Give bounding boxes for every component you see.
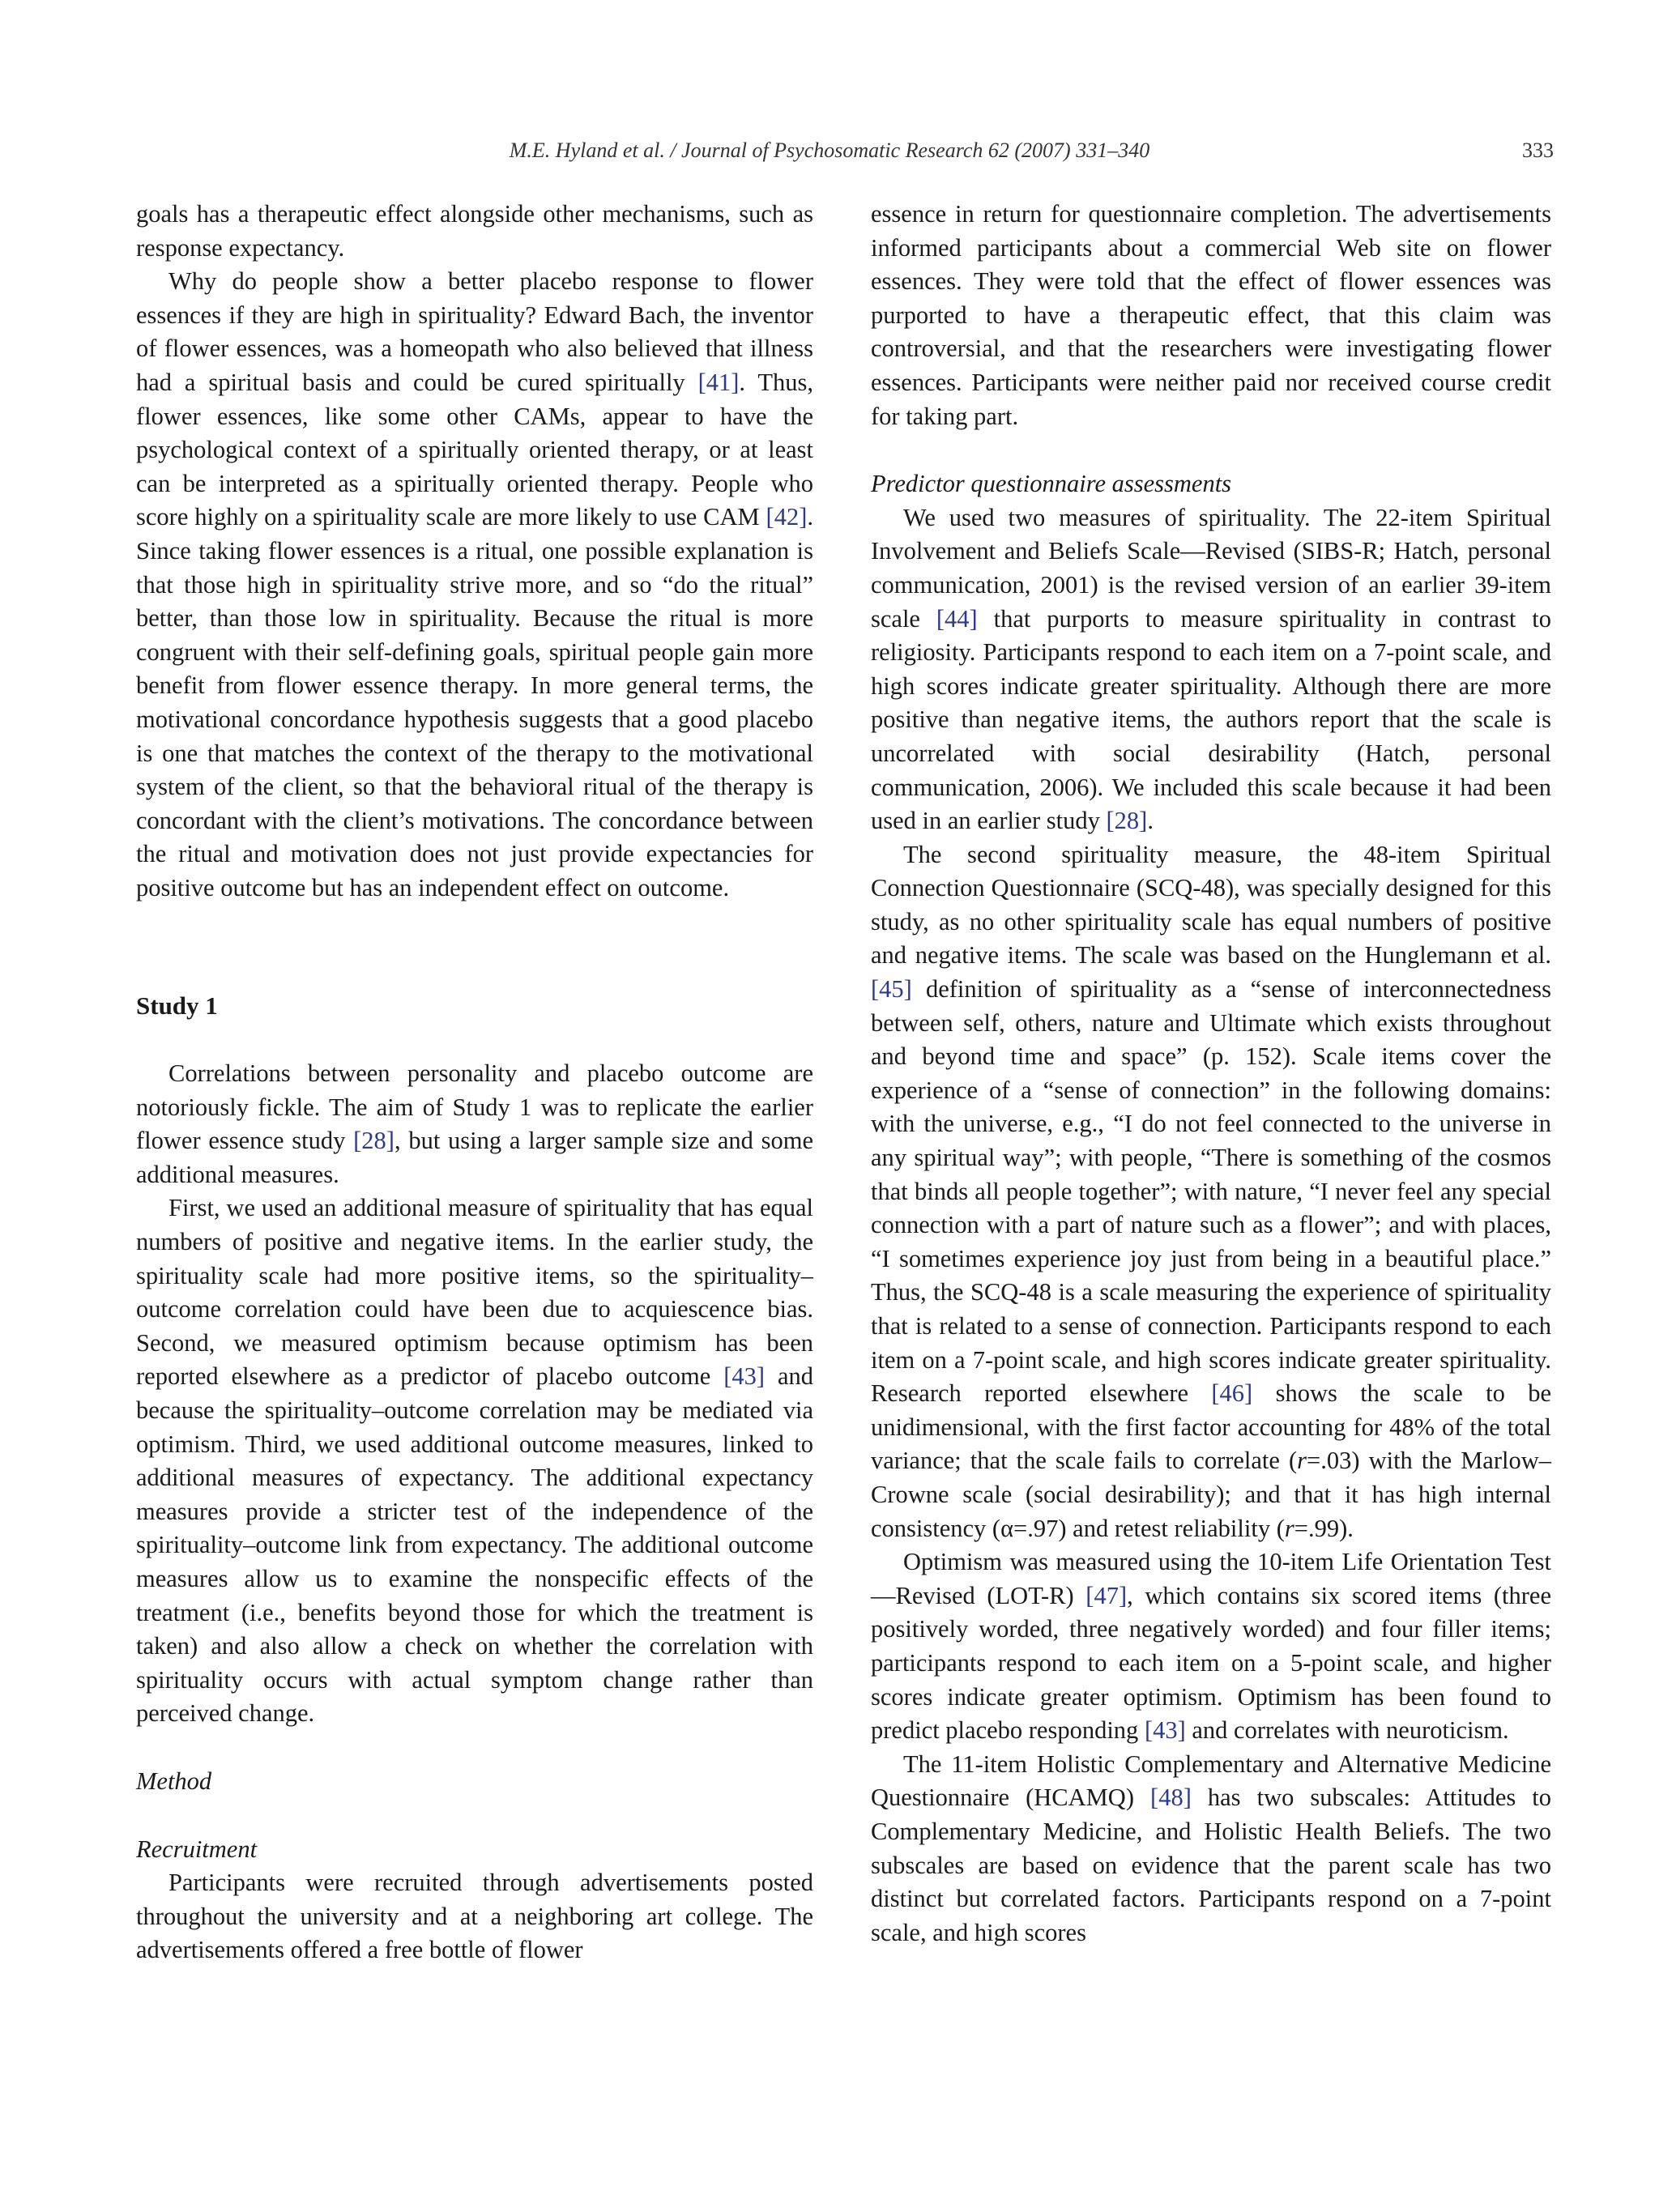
text-span: goals has a therapeutic effect alongside other mechanisms, such as response expectancy. [136, 200, 813, 262]
citation-link[interactable]: [43] [1144, 1716, 1186, 1745]
paragraph-additional-measures [136, 1191, 813, 1731]
citation-link[interactable]: [43] [723, 1362, 766, 1391]
paragraph-recruitment [136, 1866, 813, 1967]
citation-link[interactable]: [28] [1106, 807, 1148, 835]
citation-link[interactable]: [46] [1211, 1379, 1253, 1408]
paragraph-continued [136, 198, 813, 265]
citation-link[interactable]: [41] [697, 368, 740, 396]
text-span: =.03) with the Marlow–Crowne scale (social desirability); and that it has high internal consistency (α=.97) and retest reliability ( [871, 1447, 1552, 1542]
citation-link[interactable]: [48] [1150, 1784, 1192, 1812]
text-span: The 11-item Holistic Complementary and Alternative Medicine Questionnaire (HCAMQ) [871, 1750, 1551, 1812]
citation-link[interactable]: [28] [353, 1127, 394, 1155]
text-span: First, we used an additional measure of spirituality that has equal numbers of positive and negative items. In the earlier study, the spirituality scale had more positive items, so the spirituality–outcome correlation could have been due to acquiescence bias. Second, we measured optimism because optimism has been reported elsewhere as a predictor of placebo outcome [136, 1194, 813, 1391]
variable-r: r [1297, 1447, 1307, 1475]
paragraph-study-aim [136, 1057, 813, 1191]
text-span: Optimism was measured using the 10-item Life Orientation Test—Revised (LOT-R) [871, 1548, 1551, 1609]
text-span: . Thus, flower essences, like some other CAMs, appear to have the psychological context of a spiritually oriented therapy, or at least can be interpreted as a spiritually oriented therapy. People who score highly on a spirituality scale are more likely to use CAM [136, 368, 813, 531]
citation-link[interactable]: [44] [936, 604, 978, 633]
paragraph-recruitment-continued [871, 198, 1551, 433]
text-span: . [1147, 807, 1154, 835]
subsection-heading-predictor: Predictor questionnaire assessments [871, 470, 1232, 498]
paragraph-scq-48 [871, 838, 1551, 1545]
journal-citation: M.E. Hyland et al. / Journal of Psychosomatic Research 62 (2007) 331–340 [509, 139, 1150, 162]
text-span: , but using a larger sample size and some additional measures. [136, 1127, 813, 1188]
text-span: The second spirituality measure, the 48-item Spiritual Connection Questionnaire (SCQ-48), was specially designed for this study, as no other spirituality scale has equal numbers of positive and negative items. The scale was based on the Hunglemann et al. [871, 840, 1551, 970]
text-span: has two subscales: Attitudes to Complementary Medicine, and Holistic Health Beliefs. The two subscales are based on evidence that the parent scale has two distinct but correlated factors. Participants respond on a 7-point scale, and high scores [871, 1784, 1551, 1946]
text-span: and because the spirituality–outcome correlation may be mediated via optimism. Third, we used additional outcome measures, linked to additional measures of expectancy. The additional expectancy measures provide a stricter test of the independence of the spirituality–outcome link from expectancy. The additional outcome measures allow us to examine the nonspecific effects of the treatment (i.e., benefits beyond those for which the treatment is taken) and also allow a check on whether the correlation with spirituality occurs with actual symptom change rather than perceived change. [136, 1362, 813, 1728]
citation-link[interactable]: [47] [1085, 1581, 1128, 1609]
text-span: shows the scale to be unidimensional, with the first factor accounting for 48% of the total variance; that the scale fails to correlate ( [871, 1379, 1551, 1475]
text-span: essence in return for questionnaire completion. The advertisements informed participants about a commercial Web site on flower essences. They were told that the effect of flower essences was purported to have a therapeutic effect, that this claim was controversial, and that the researchers were investigating flower essences. Participants were neither paid nor received course credit for taking part. [871, 200, 1551, 430]
text-span: Participants were recruited through advertisements posted throughout the university and at a neighboring art college. The advertisements offered a free bottle of flower [136, 1869, 813, 1964]
text-span: , which contains six scored items (three positively worded, three negatively worded) and four filler items; participants respond to each item on a 5-point scale, and higher scores indicate greater optimism. Optimism has been found to predict placebo responding [871, 1581, 1551, 1745]
text-span: . Since taking flower essences is a ritual, one possible explanation is that those high in spirituality strive more, and so “do the ritual” better, than those low in spirituality. Because the ritual is more congruent with their self-defining goals, spiritual people gain more benefit from flower essence therapy. In more general terms, the motivational concordance hypothesis suggests that a good placebo is one that matches the context of the therapy to the motivational system of the client, so that the behavioral ritual of the therapy is concordant with the client’s motivations. The concordance between the ritual and motivation does not just provide expectancies for positive outcome but has an independent effect on outcome. [136, 503, 813, 901]
text-span: We used two measures of spirituality. The 22-item Spiritual Involvement and Beliefs Scale—Revised (SIBS-R; Hatch, personal communication, 2001) is the revised version of an earlier 39-item scale [871, 503, 1551, 633]
citation-link[interactable]: [42] [766, 503, 808, 531]
text-span: Correlations between personality and placebo outcome are notoriously fickle. The aim of Study 1 was to replicate the earlier flower essence study [136, 1059, 813, 1155]
left-column [136, 198, 813, 1967]
subsection-heading-method: Method [136, 1767, 212, 1795]
page-number: 333 [1522, 139, 1554, 162]
citation-link[interactable]: [45] [871, 975, 912, 1004]
paragraph-hcamq [871, 1748, 1551, 1950]
text-span: =.99). [1294, 1514, 1354, 1542]
variable-r: r [1284, 1514, 1294, 1542]
text-span: definition of spirituality as a “sense of interconnectedness between self, others, nature and Ultimate which exists throughout and beyond time and space” (p. 152). Scale items cover the experience of a “sense of connection” in the following domains: with the universe, e.g., “I do not feel connected to the universe in any spiritual way”; with people, “There is something of the cosmos that binds all people together”; with nature, “I never feel any special connection with a part of nature such as a flower”; and with places, “I sometimes experience joy just from being in a beautiful place.” Thus, the SCQ-48 is a scale measuring the experience of spirituality that is related to a sense of connection. Participants respond to each item on a 7-point scale, and high scores indicate greater spirituality. Research reported elsewhere [871, 975, 1551, 1408]
text-span: that purports to measure spirituality in contrast to religiosity. Participants respond to each item on a 7-point scale, and high scores indicate greater spirituality. Although there are more positive than negative items, the authors report that the scale is uncorrelated with social desirability (Hatch, personal communication, 2006). We included this scale because it had been used in an earlier study [871, 604, 1551, 835]
paragraph-bach-rationale [136, 265, 813, 905]
right-column [871, 198, 1551, 1950]
running-head [0, 134, 1659, 167]
text-span: Why do people show a better placebo response to flower essences if they are high in spirituality? Edward Bach, the inventor of flower essences, was a homeopath who also believed that illness had a spiritual basis and could be cured spiritually [136, 267, 813, 396]
subsection-heading-recruitment: Recruitment [136, 1835, 258, 1863]
paragraph-sibs-r [871, 501, 1551, 838]
text-span: and correlates with neuroticism. [1185, 1716, 1509, 1745]
section-heading-study-1: Study 1 [136, 991, 218, 1021]
paragraph-lot-r [871, 1545, 1551, 1748]
